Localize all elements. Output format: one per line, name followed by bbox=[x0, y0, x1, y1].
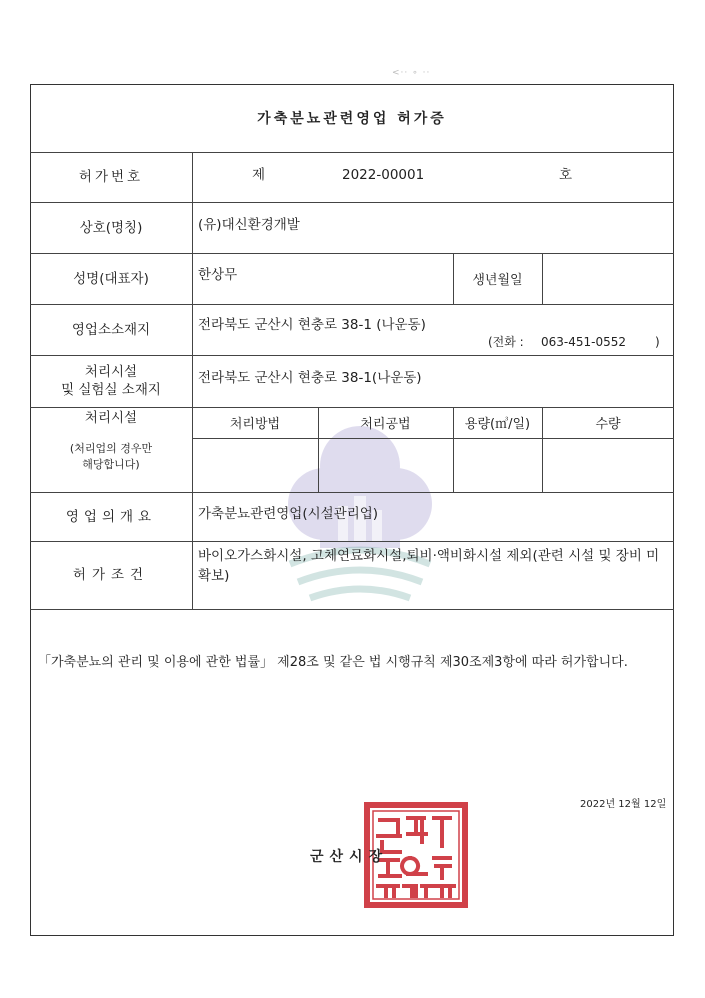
cell-method bbox=[192, 438, 318, 492]
treatment-facility-note-line2: 해당합니다) bbox=[82, 458, 140, 471]
top-scan-mark: <·· ∘ ·· bbox=[392, 68, 431, 78]
facility-location-label bbox=[30, 355, 192, 407]
facility-location-address: 전라북도 군산시 현충로 38-1(나운동) bbox=[198, 370, 422, 386]
birth-date-label: 생년월일 bbox=[472, 273, 523, 288]
business-location-address: 전라북도 군산시 현충로 38-1 (나운동) bbox=[198, 317, 426, 333]
cell-quantity bbox=[542, 438, 674, 492]
column-divider bbox=[542, 253, 543, 304]
column-header-method: 처리방법 bbox=[229, 417, 281, 432]
column-header-quantity: 수량 bbox=[595, 417, 621, 432]
permit-number-prefix: 제 bbox=[252, 167, 266, 183]
column-header-process: 처리공법 bbox=[360, 417, 411, 432]
document-title: 가축분뇨관련영업 허가증 bbox=[257, 111, 447, 127]
treatment-facility-note-line1: (처리업의 경우만 bbox=[69, 442, 153, 455]
permit-statement: 「가축분뇨의 관리 및 이용에 관한 법률」 제28조 및 같은 법 시행규칙 제30조제3항에 따라 허가합니다. bbox=[38, 655, 628, 670]
permit-conditions-value: 바이오가스화시설, 고체연료화시설,퇴비·액비화시설 제외(관련 시설 및 장비 미확보) bbox=[198, 548, 660, 584]
permit-number-value: 2022-00001 bbox=[342, 167, 425, 183]
facility-location-label-line1: 처리시설 bbox=[84, 364, 138, 380]
cell-process bbox=[318, 438, 453, 492]
treatment-facility-label: 처리시설 bbox=[84, 410, 138, 426]
column-header-capacity: 용량(㎥/일) bbox=[464, 417, 531, 432]
phone-label: (전화 : bbox=[488, 335, 524, 349]
business-overview-label: 영업의개요 bbox=[65, 508, 157, 525]
representative-value: 한상무 bbox=[198, 267, 238, 283]
permit-number-label: 허가번호 bbox=[78, 169, 144, 185]
issuer-name: 군산시장 bbox=[310, 849, 389, 865]
phone-value: 063-451-0552 bbox=[541, 335, 627, 349]
phone-close: ) bbox=[655, 335, 660, 349]
facility-location-label-line2: 및 실험실 소재지 bbox=[61, 382, 161, 398]
cell-capacity bbox=[453, 438, 542, 492]
representative-label: 성명(대표자) bbox=[73, 270, 149, 287]
column-divider bbox=[192, 152, 193, 609]
business-location-label: 영업소소재지 bbox=[71, 321, 151, 338]
issue-date: 2022년 12월 12일 bbox=[580, 799, 667, 810]
row-divider bbox=[30, 609, 674, 610]
permit-conditions-label: 허가조건 bbox=[72, 567, 150, 583]
business-name-label: 상호(명칭) bbox=[79, 219, 143, 236]
treatment-facility-label-block bbox=[30, 409, 192, 491]
business-name-value: (유)대신환경개발 bbox=[198, 217, 300, 233]
business-overview-value: 가축분뇨관련영업(시설관리업) bbox=[198, 506, 379, 522]
permit-number-suffix: 호 bbox=[559, 167, 573, 183]
